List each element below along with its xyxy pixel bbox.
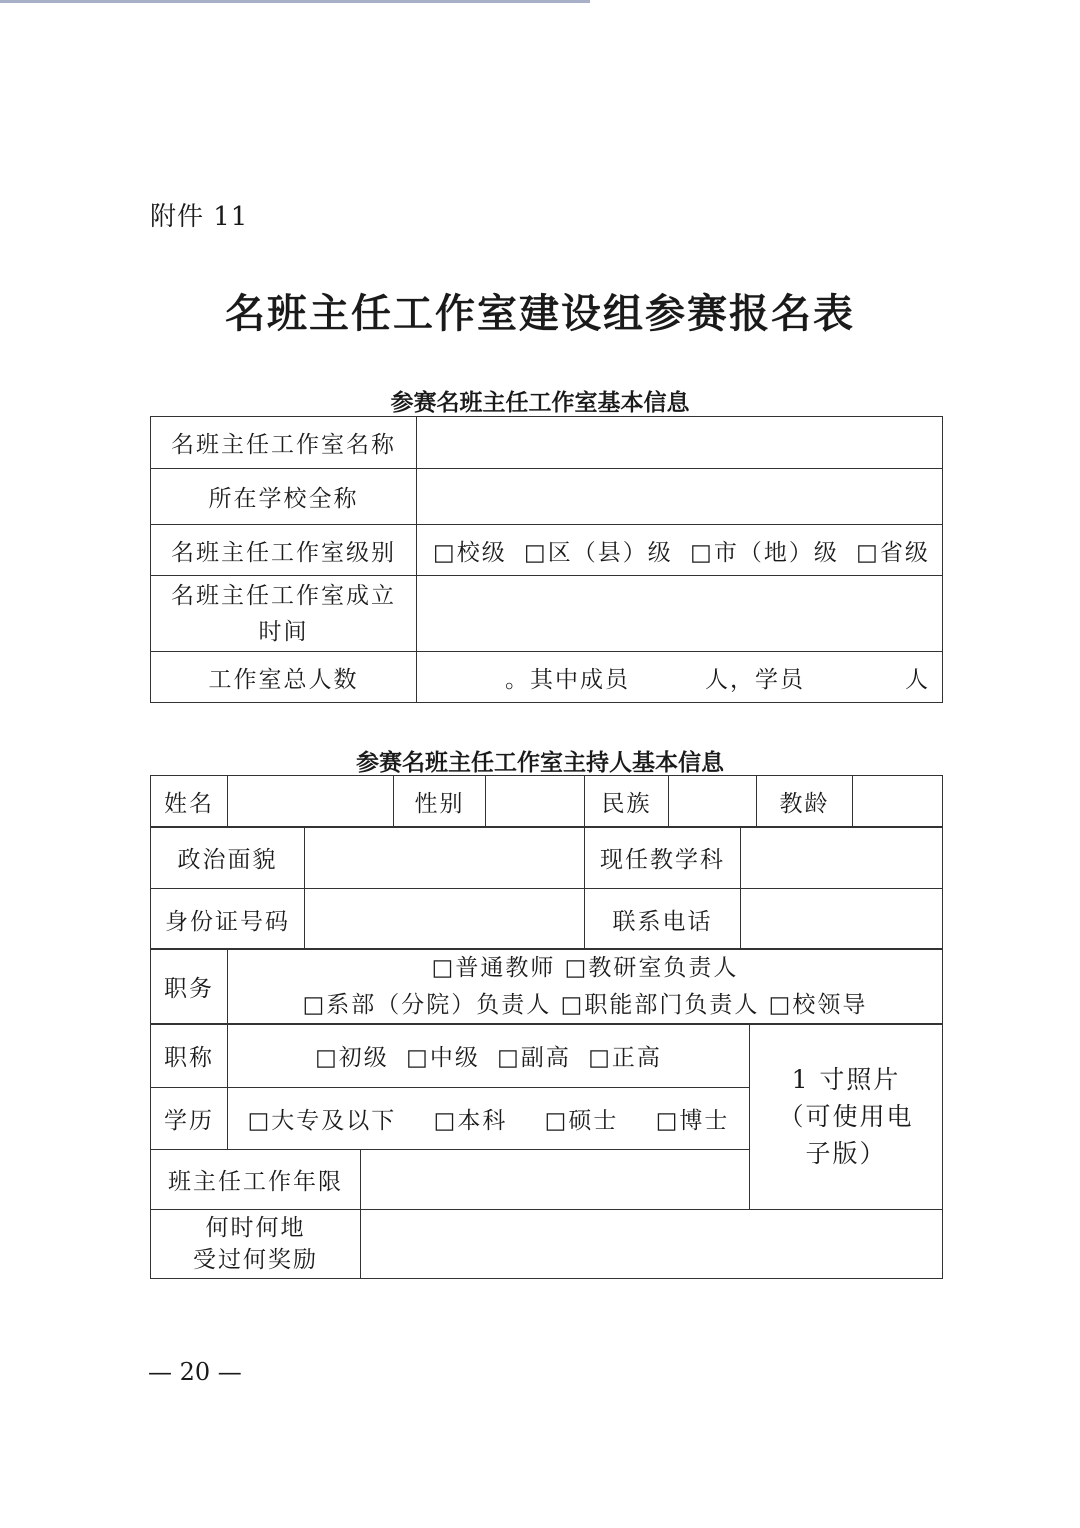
total-members-label: 工作室总人数 bbox=[151, 652, 417, 703]
title-rank-options[interactable] bbox=[228, 1024, 750, 1088]
host-info-table-mid bbox=[150, 826, 943, 950]
current-subject-field[interactable] bbox=[741, 827, 943, 889]
page-number: — 20 — bbox=[148, 1358, 242, 1386]
photo-line2: （可使用电 bbox=[778, 1102, 914, 1131]
ethnicity-label: 民族 bbox=[585, 776, 669, 828]
title-rank-label: 职称 bbox=[151, 1024, 228, 1088]
edu-option-master[interactable]: □硕士 bbox=[544, 1108, 619, 1134]
host-info-table-top bbox=[150, 775, 943, 828]
school-name-label: 所在学校全称 bbox=[151, 469, 417, 525]
gender-field[interactable] bbox=[486, 776, 585, 828]
education-label: 学历 bbox=[151, 1088, 228, 1150]
level-option-city[interactable]: □市（地）级 bbox=[690, 539, 839, 566]
homeroom-years-field[interactable] bbox=[361, 1150, 750, 1210]
rank-option-associate-senior[interactable]: □副高 bbox=[497, 1045, 571, 1071]
founded-date-field[interactable] bbox=[417, 576, 943, 652]
level-option-district[interactable]: □区（县）级 bbox=[524, 539, 673, 566]
basic-info-table bbox=[150, 416, 943, 703]
level-option-school[interactable]: □校级 bbox=[433, 539, 507, 566]
rank-option-senior[interactable]: □正高 bbox=[588, 1045, 662, 1071]
education-options[interactable] bbox=[228, 1088, 750, 1150]
phone-label: 联系电话 bbox=[585, 889, 741, 950]
id-number-field[interactable] bbox=[305, 889, 585, 950]
phone-field[interactable] bbox=[741, 889, 943, 950]
host-name-label: 姓名 bbox=[151, 776, 228, 828]
awards-label: 何时何地 受过何奖励 bbox=[151, 1210, 361, 1279]
teaching-years-label: 教龄 bbox=[757, 776, 853, 828]
rank-option-intermediate[interactable]: □中级 bbox=[406, 1045, 480, 1071]
studio-level-options[interactable] bbox=[417, 525, 943, 576]
total-members-field[interactable]: 。其中成员 人，学员 人 bbox=[417, 652, 943, 703]
host-info-table-bottom bbox=[150, 1023, 943, 1279]
attachment-label: 附件 11 bbox=[150, 202, 249, 232]
edu-option-college[interactable]: □大专及以下 bbox=[247, 1108, 397, 1134]
edu-option-bachelor[interactable]: □本科 bbox=[433, 1108, 508, 1134]
current-subject-label: 现任教学科 bbox=[585, 827, 741, 889]
position-options[interactable] bbox=[228, 949, 943, 1025]
photo-line3: 子版） bbox=[805, 1139, 887, 1168]
photo-line1: 1 寸照片 bbox=[791, 1065, 901, 1094]
level-option-province[interactable]: □省级 bbox=[856, 539, 930, 566]
political-status-field[interactable] bbox=[305, 827, 585, 889]
founded-date-label: 名班主任工作室成立 时间 bbox=[151, 576, 417, 652]
political-status-label: 政治面貌 bbox=[151, 827, 305, 889]
position-options-line2[interactable]: □系部（分院）负责人 □职能部门负责人 □校领导 bbox=[302, 991, 868, 1018]
position-label: 职务 bbox=[151, 949, 228, 1025]
teaching-years-field[interactable] bbox=[853, 776, 943, 828]
homeroom-years-label: 班主任工作年限 bbox=[151, 1150, 361, 1210]
studio-level-label: 名班主任工作室级别 bbox=[151, 525, 417, 576]
awards-field[interactable] bbox=[361, 1210, 943, 1279]
ethnicity-field[interactable] bbox=[669, 776, 757, 828]
studio-name-label: 名班主任工作室名称 bbox=[151, 417, 417, 469]
id-number-label: 身份证号码 bbox=[151, 889, 305, 950]
gender-label: 性别 bbox=[394, 776, 486, 828]
studio-name-field[interactable] bbox=[417, 417, 943, 469]
page-title: 名班主任工作室建设组参赛报名表 bbox=[225, 290, 855, 337]
school-name-field[interactable] bbox=[417, 469, 943, 525]
top-edge-line bbox=[0, 0, 590, 3]
section1-heading: 参赛名班主任工作室基本信息 bbox=[390, 389, 690, 416]
rank-option-junior[interactable]: □初级 bbox=[315, 1045, 389, 1071]
position-options-line1[interactable]: □普通教师 □教研室负责人 bbox=[431, 954, 739, 981]
host-info-table-position bbox=[150, 948, 943, 1025]
photo-box[interactable] bbox=[750, 1024, 943, 1210]
edu-option-doctor[interactable]: □博士 bbox=[655, 1108, 730, 1134]
section2-heading: 参赛名班主任工作室主持人基本信息 bbox=[356, 749, 724, 776]
host-name-field[interactable] bbox=[228, 776, 394, 828]
